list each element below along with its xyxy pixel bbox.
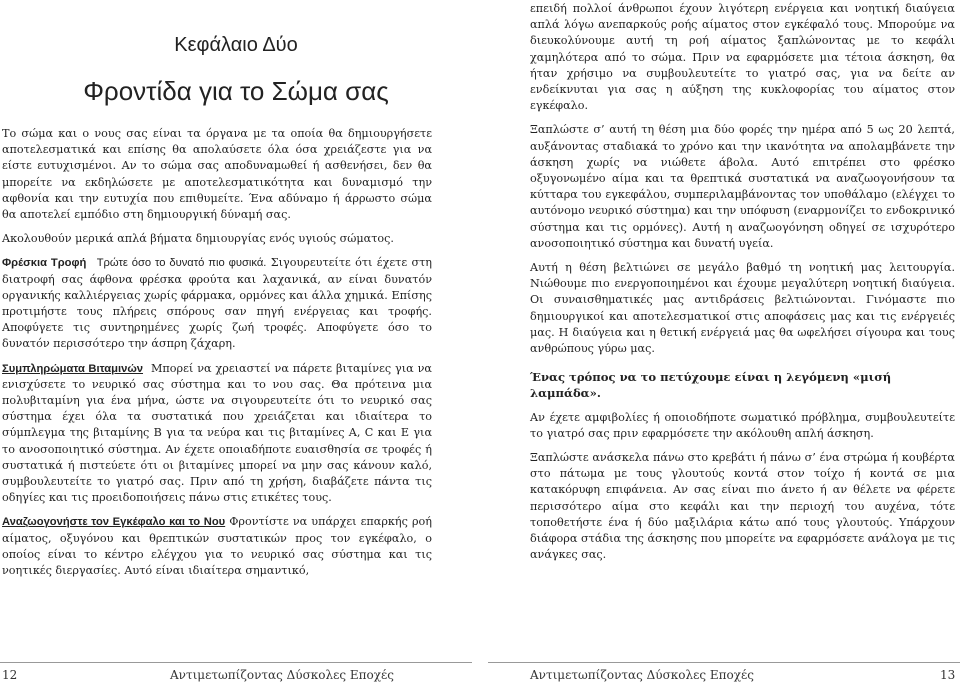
brain-body: Φροντίστε να υπάρχει επαρκής ροή αίματος, οξυγόνου και θρεπτικών συστατικών προς τον εγκέφαλο, ο οποίος είναι το κέντρο ελέγχου για το νευρικό σας σύστημα και τις νοητικές διεργασίες. Αυτό είναι ιδιαίτερα σημαντικό, xyxy=(2,515,432,578)
half-candle-heading: Ένας τρόπος να το πετύχουμε είναι η λεγόμενη «μισή λαμπάδα». xyxy=(530,370,892,401)
vitamins-paragraph xyxy=(2,361,432,507)
right-paragraph-4: Αν έχετε αμφιβολίες ή οποιοδήποτε σωματικό πρόβλημα, συμβουλευτείτε το γιατρό σας πριν εφαρμόσετε την ακόλουθη απλή άσκηση. xyxy=(530,410,955,440)
left-running-title: Αντιμετωπίζοντας Δύσκολες Εποχές xyxy=(170,668,394,682)
vitamins-heading: Συμπληρώματα Βιταμινών xyxy=(2,362,144,375)
chapter-title: Φροντίδα για το Σώμα σας xyxy=(83,76,389,106)
brain-heading: Αναζωογονήστε τον Εγκέφαλο και το Νου xyxy=(2,516,226,529)
right-paragraph-2: Ξαπλώστε σ’ αυτή τη θέση μια δύο φορές την ημέρα από 5 ως 20 λεπτά, αυξάνοντας σταδιακά το χρόνο και την ικανότητα να απολαμβάνετε την άσκηση χωρίς να νιώθετε άβολα. Αυτό επιτρέπει στο φρέσκο οξυγονωμένο αίμα και τα θρεπτικά συστατικά να αναζωογονήσουν τα κύτταρα του εγκεφάλου, συμπεριλαμβάνοντας τον υποθάλαμο (ελέγχει το αυτόνομο νευρικό σύστημα) και την υπόφυση (εναρμονίζει το ενδοκρινικό σύστημα και τις ορμόνες). Αυτή η αναζωογόνηση οδηγεί σε ισχυρότερο ανοσοποιητικό σύστημα και δυνατή υγεία. xyxy=(530,123,955,250)
right-column xyxy=(530,1,955,564)
steps-intro: Ακολουθούν μερικά απλά βήματα δημιουργίας ενός υγιούς σώματος. xyxy=(2,232,394,246)
left-page-number: 12 xyxy=(2,668,18,682)
fresh-food-body: Σιγουρευτείτε ότι έχετε στη διατροφή σας άφθονα φρέσκα φρούτα και λαχανικά, αν είναι δυνατόν οργανικής καλλιέργειας χωρίς φάρμακα, ορμόνες και άλλα χημικά. Επίσης προτιμήστε τους πλήρεις σπόρους σαν πηγή ενέργειας και τροφής. Αποφύγετε τις συντηρημένες χωρίς ζωή τροφές. Αποφύγετε όσο το δυνατόν περισσότερο την άσπρη ζάχαρη. xyxy=(2,256,432,351)
left-page xyxy=(0,0,472,686)
brain-paragraph xyxy=(2,514,432,579)
right-paragraph-1: επειδή πολλοί άνθρωποι έχουν λιγότερη ενέργεια και νοητική διαύγεια απλά λόγω ανεπαρκούς ροής αίματος στον εγκέφαλό τους. Μπορούμε να διευκολύνουμε αυτή τη ροή αίματος ξαπλώνοντας με το κεφάλι χαμηλότερα από το σώμα. Πριν να εφαρμόσετε μια τέτοια άσκηση, θα ήταν χρήσιμο να συμβουλευτείτε το γιατρό σας, για να δείτε αν ενδείκνυται για σας η αύξηση της κυκλοφορίας του αίματος στον εγκέφαλο. xyxy=(530,2,955,113)
left-column xyxy=(2,126,432,579)
intro-paragraph: Το σώμα και ο νους σας είναι τα όργανα με τα οποία θα δημιουργήσετε αποτελεσματικά και επίσης θα απολαύσετε όλα όσα χρειάζεστε για να είστε ευτυχισμένοι. Αν το σώμα σας αποδυναμωθεί ή ασθενήσει, δεν θα μπορείτε να εκδηλώσετε με αποτελεσματικότητα και δυναμισμό την αφθονία και την ευτυχία που επιθυμείτε. Ένα αδύναμο ή άρρωστο σώμα θα αποτελεί εμπόδιο στη δημιουργική δύναμή σας. xyxy=(2,127,432,222)
fresh-food-lead: Τρώτε όσο το δυνατό πιο φυσικά. xyxy=(96,257,267,270)
right-paragraph-3: Αυτή η θέση βελτιώνει σε μεγάλο βαθμό τη νοητική μας λειτουργία. Νιώθουμε πιο ενεργοποιημένοι και έχουμε μεγαλύτερη νοητική διαύγεια. Οι συναισθηματικές μας αντιδράσεις βελτιώνονται. Γινόμαστε πιο δημιουργικοί και αποτελεσματικοί στις αποφάσεις μας και τις ενέργειές μας. Η διαύγεια και η θετική ενέργειά μας θα ωφελήσει σίγουρα και τους ανθρώπους γύρω μας. xyxy=(530,261,955,356)
fresh-food-heading: Φρέσκια Τροφή xyxy=(2,257,87,270)
right-page-number: 13 xyxy=(940,668,956,682)
chapter-label: Κεφάλαιο Δύο xyxy=(174,34,298,56)
right-footer-rule xyxy=(488,662,960,663)
fresh-food-paragraph xyxy=(2,255,432,352)
right-paragraph-5: Ξαπλώστε ανάσκελα πάνω στο κρεβάτι ή πάνω σ’ ένα στρώμα ή κουβέρτα στο πάτωμα με τους γλουτούς κοντά στον τοίχο ή κοντά σε μια κατακόρυφη επιφάνεια. Αν σας είναι πιο άνετο ή αν θέλετε να φέρετε περισσότερο αίμα στο κεφάλι και την περιοχή του αυχένα, τότε τοποθετήστε ένα ή δύο μαξιλάρια κάτω από τους γλουτούς. Υπάρχουν διάφορα στάδια της άσκησης που μπορείτε να εφαρμόσετε ανάλογα με τις ανάγκες σας. xyxy=(530,451,955,562)
right-running-title: Αντιμετωπίζοντας Δύσκολες Εποχές xyxy=(530,668,754,682)
left-footer-rule xyxy=(0,662,472,663)
vitamins-body: Μπορεί να χρειαστεί να πάρετε βιταμίνες για να ενισχύσετε το νευρικό σας σύστημα και το νου σας. Θα πρότεινα μια πολυβιταμίνη για ένα μήνα, ώστε να σιγουρευτείτε ότι το νευρικό σας σύστημα έχει όλα τα συστατικά που χρειάζεται και ιδιαίτερα το σύμπλεγμα της βιταμίνης Β για τα νεύρα και τις βιταμίνες Α, C και Ε για το ανοσοποιητικό σύστημα. Αν έχετε οποιαδήποτε ευαισθησία σε τροφές ή συστατικά ή πιστεύετε ότι οι βιταμίνες μπορεί να μην σας κάνουν καλό, συμβουλευτείτε το γιατρό σας. Πριν από τη χρήση, διαβάζετε πάντα τις οδηγίες και τις προειδοποιήσεις πάνω στις ετικέτες τους. xyxy=(2,361,432,505)
right-page xyxy=(480,0,960,686)
